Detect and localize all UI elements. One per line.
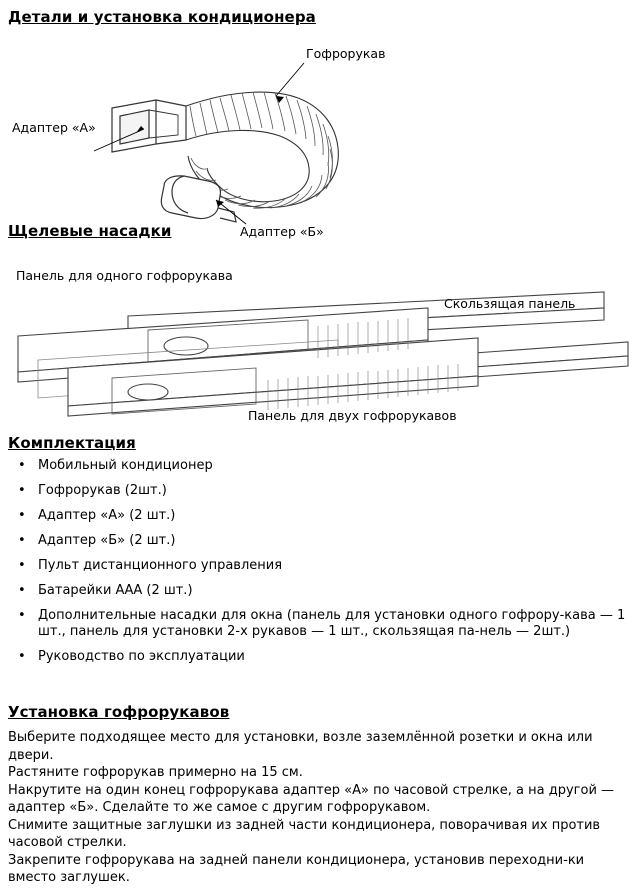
install-instructions (8, 729, 624, 887)
label-single-hose-panel: Панель для одного гофрорукава (16, 268, 233, 283)
list-item: • Батарейки ААА (2 шт.) (30, 583, 630, 599)
list-item: • Гофрорукав (2шт.) (30, 483, 630, 499)
list-item: • Мобильный кондиционер (30, 458, 630, 474)
list-item: • Адаптер «А» (2 шт.) (30, 508, 630, 524)
list-item: • Адаптер «Б» (2 шт.) (30, 533, 630, 549)
install-line: Растяните гофрорукав примерно на 15 см. (8, 765, 303, 780)
install-line: Снимите защитные заглушки из задней части кондиционера, поворачивая их против часовой стрелки. (8, 817, 601, 850)
figure-slot-panels-diagram (8, 264, 632, 424)
list-item: • Руководство по эксплуатации (30, 649, 630, 665)
install-line: Закрепите гофрорукава на задней панели кондиционера, установив переходни-ки вместо заглушек. (8, 852, 585, 885)
list-item: • Пульт дистанционного управления (30, 558, 630, 574)
label-adapter-b: Адаптер «Б» (240, 224, 324, 239)
install-line: Накрутите на один конец гофрорукава адаптер «А» по часовой стрелке, а на другой — адаптер «Б». Сделайте то же самое с другим гофрорукавом. (8, 782, 615, 815)
label-hose: Гофрорукав (306, 46, 386, 61)
section-title-kit: Комплектация (8, 434, 136, 452)
kit-list (8, 458, 630, 674)
label-adapter-a: Адаптер «А» (12, 120, 96, 135)
section-title-install: Установка гофрорукавов (8, 703, 230, 721)
section-title-slot-nozzles: Щелевые насадки (8, 222, 172, 240)
page-title: Детали и установка кондиционера (8, 8, 316, 26)
label-double-hose-panel: Панель для двух гофрорукавов (248, 408, 457, 423)
install-line: Выберите подходящее место для установки, возле заземлённой розетки и окна или двери. (8, 730, 593, 763)
label-sliding-panel: Скользящая панель (444, 296, 576, 311)
list-item: • Дополнительные насадки для окна (панель для установки одного гофрору-кава — 1 шт., панель для установки 2-х рукавов — 1 шт., скользящая па-нель — 2шт.) (30, 608, 630, 640)
